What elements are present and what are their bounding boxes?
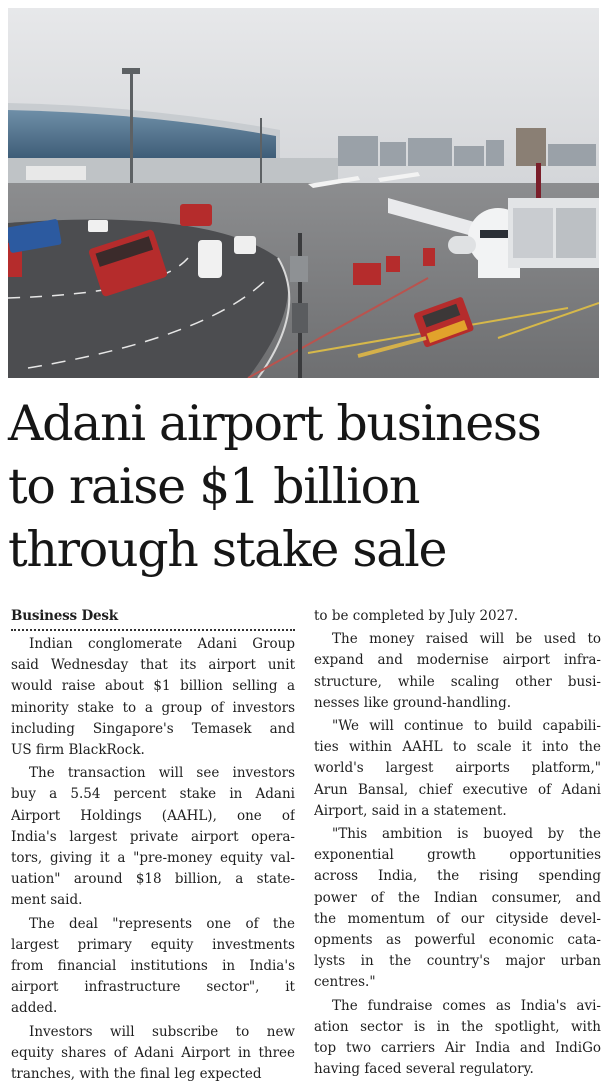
paragraph-line: Airport Holdings (AAHL), one of xyxy=(11,807,295,824)
left-paragraphs xyxy=(11,634,295,1085)
paragraph-line: opments as powerful economic cata- xyxy=(314,932,601,949)
paragraph-line: structure, while scaling other busi- xyxy=(314,673,601,690)
paragraph-line: Indian conglomerate Adani Group xyxy=(29,636,295,652)
article-paragraph xyxy=(314,824,601,994)
paragraph-line: "This ambition is buoyed by the xyxy=(332,826,601,843)
paragraph-line: lysts in the country's major urban xyxy=(314,953,601,970)
headline-line-2: to raise $1 billion xyxy=(8,458,420,515)
article-column-left xyxy=(11,606,295,1087)
paragraph-line: added. xyxy=(11,1000,58,1017)
paragraph-line: ment said. xyxy=(11,892,83,909)
paragraph-line: top two carriers Air India and IndiGo xyxy=(314,1040,601,1057)
paragraph-line: The transaction will see investors xyxy=(29,765,295,782)
article-paragraph xyxy=(314,996,601,1081)
headline-line-3: through stake sale xyxy=(8,521,447,578)
paragraph-line: minority stake to a group of investors xyxy=(11,699,295,716)
article-paragraph xyxy=(314,606,601,627)
article-paragraph xyxy=(11,914,295,1020)
paragraph-line: Investors will subscribe to new xyxy=(29,1023,295,1040)
paragraph-line: Airport, said in a statement. xyxy=(314,802,507,819)
paragraph-line: said Wednesday that its airport unit xyxy=(11,657,295,674)
paragraph-line: uation" around $18 billion, a state- xyxy=(11,871,295,888)
paragraph-line: including Singapore's Temasek and xyxy=(11,720,295,737)
article-paragraph xyxy=(314,716,601,822)
paragraph-line: equity shares of Adani Airport in three xyxy=(11,1044,295,1061)
paragraph-line: centres." xyxy=(314,974,376,991)
paragraph-line: airport infrastructure sector", it xyxy=(11,979,295,996)
paragraph-line: expand and modernise airport infra- xyxy=(314,652,601,669)
paragraph-line: ties within AAHL to scale it into the xyxy=(314,739,601,756)
headline xyxy=(8,392,608,581)
article-paragraph xyxy=(11,634,295,761)
paragraph-line: ation sector is in the spotlight, with xyxy=(314,1018,601,1035)
article-column-right xyxy=(314,606,601,1082)
paragraph-line: power of the Indian consumer, and xyxy=(314,889,601,906)
paragraph-line: to be completed by July 2027. xyxy=(314,608,519,624)
paragraph-line: "We will continue to build capabili- xyxy=(332,718,601,735)
paragraph-line: The fundraise comes as India's avi- xyxy=(332,997,601,1014)
right-paragraphs xyxy=(314,606,601,1080)
paragraph-line: across India, the rising spending xyxy=(314,868,601,885)
paragraph-line: tors, giving it a "pre-money equity val- xyxy=(11,850,295,867)
paragraph-line: world's largest airports platform," xyxy=(314,760,601,777)
article-paragraph xyxy=(11,1022,295,1086)
paragraph-line: buy a 5.54 percent stake in Adani xyxy=(11,786,295,803)
paragraph-line: Arun Bansal, chief executive of Adani xyxy=(314,781,601,798)
paragraph-line: largest primary equity investments xyxy=(11,936,295,953)
airport-photo-illustration xyxy=(8,8,599,378)
paragraph-line: US firm BlackRock. xyxy=(11,742,145,759)
article-paragraph xyxy=(11,763,295,911)
article-paragraph xyxy=(314,629,601,714)
byline: Business Desk xyxy=(11,606,295,631)
paragraph-line: India's largest private airport opera- xyxy=(11,828,295,845)
airport-apron-photo xyxy=(8,8,599,378)
paragraph-line: the momentum of our cityside devel- xyxy=(314,910,601,927)
paragraph-line: The deal "represents one of the xyxy=(29,915,295,932)
paragraph-line: from financial institutions in India's xyxy=(11,958,295,975)
paragraph-line: tranches, with the final leg expected xyxy=(11,1066,262,1083)
paragraph-line: having faced several regulatory. xyxy=(314,1061,534,1078)
paragraph-line: would raise about $1 billion selling a xyxy=(11,678,295,695)
headline-line-1: Adani airport business xyxy=(8,395,541,452)
paragraph-line: exponential growth opportunities xyxy=(314,847,601,864)
paragraph-line: nesses like ground-handling. xyxy=(314,694,512,711)
paragraph-line: The money raised will be used to xyxy=(332,631,601,648)
